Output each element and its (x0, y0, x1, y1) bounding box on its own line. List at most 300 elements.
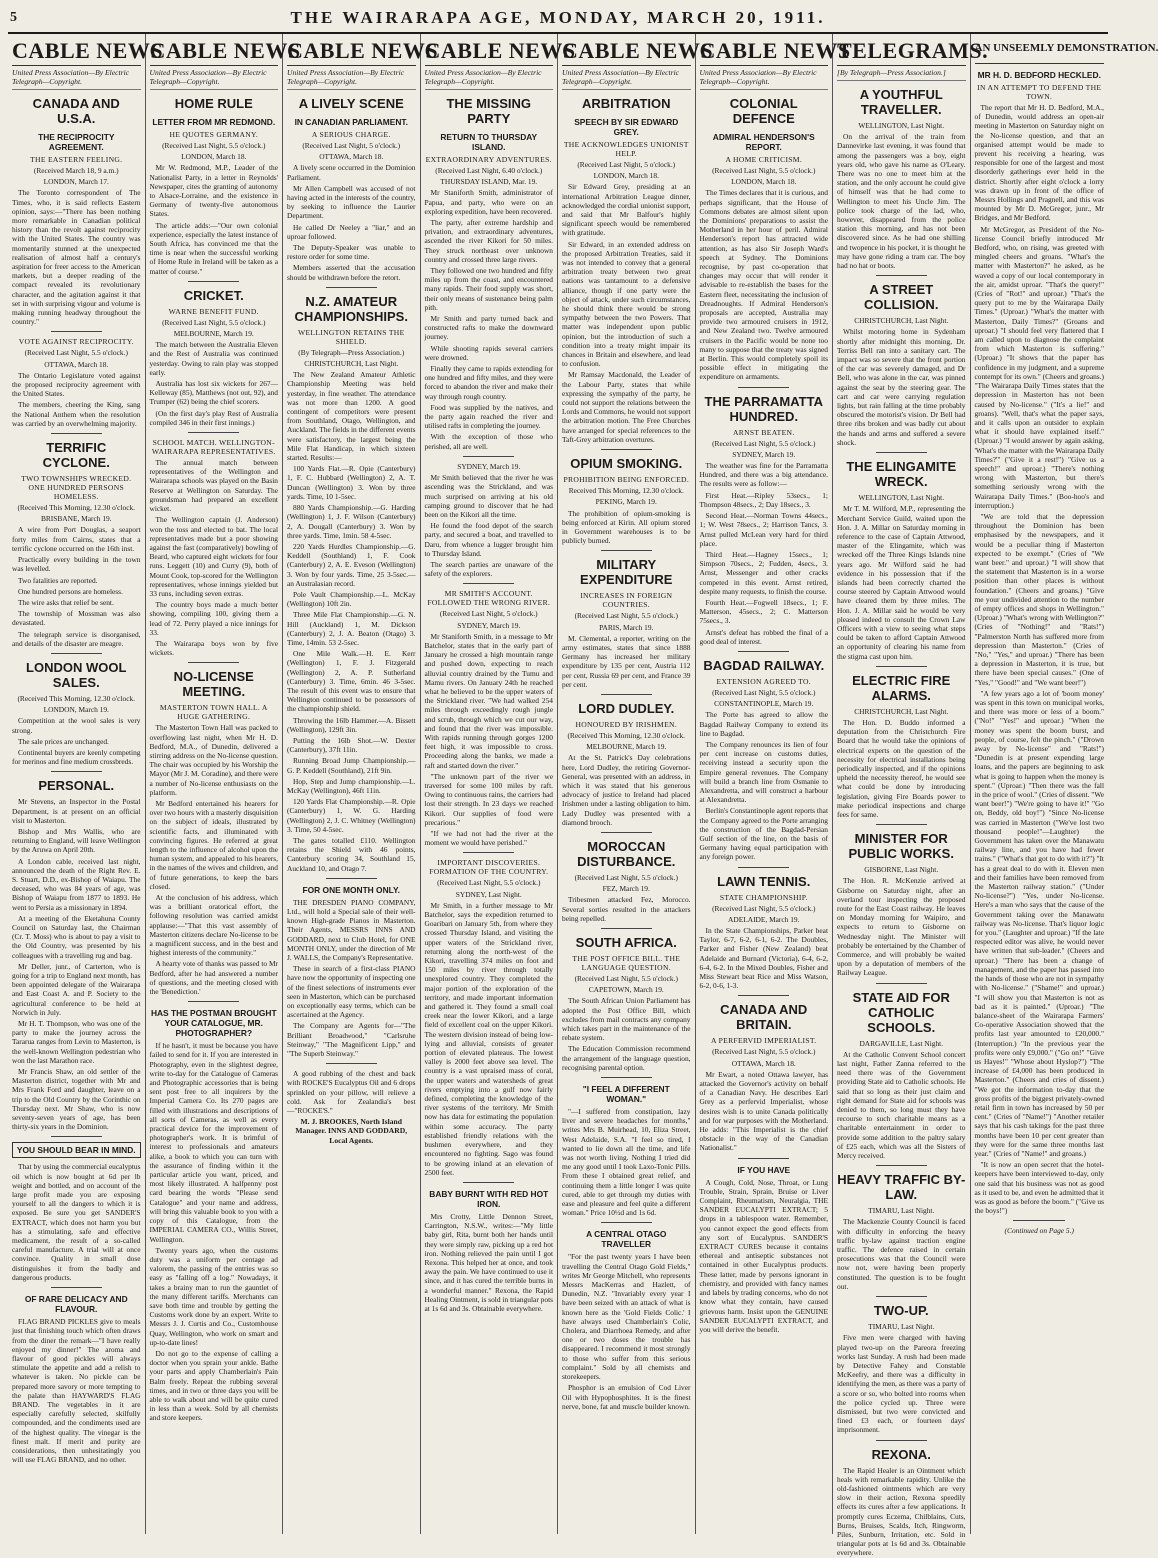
article-paragraph: The Hon. R. McKenzie arrived at Gisborne on Saturday night, after an overland tour inspecting the proposed route for the East Coast railway. He leaves on Monday morning for Waipiro, and expects to return to Gisborne on Wednesday night. The Minister will probably be entertained by the Chamber of Commerce, and will probably be waited upon by a deputation of members of the Railway League. (837, 876, 966, 978)
press-credit: [By Telegraph—Press Association.] (837, 68, 966, 81)
article-paragraph: Running Broad Jump Championship.—G. P. Keddell (Southland), 21ft 9in. (287, 756, 416, 775)
article-paragraph: "For the past twenty years I have been travelling the Central Otago Gold Fields," writes Mr George Mitchell, who represents Messrs MacKerras and Hazlett, of Dunedin, N.Z. "Invariably every year I have been seized with an attack of what is known here as the 'Gold Fields Colic.' I have always used Chamberlain's Colic, Cholera, and Diarrhoea Remedy, and after one or two doses the trouble has disappeared. I recommend it most strongly to those who suffer from this serious complaint." Sold by all chemists and storekeepers. (562, 1252, 691, 1382)
article-paragraph: "If we had not had the river at the moment we would have perished." (424, 829, 553, 848)
section-divider (738, 867, 789, 868)
press-credit: United Press Association—By Electric Telegraph—Copyright. (562, 68, 691, 90)
section-divider (876, 983, 927, 984)
article-paragraph: Mr Stevens, an Inspector in the Postal Department, is at present on an official visit to Masterton. (12, 797, 141, 825)
section-divider (326, 878, 377, 879)
article-paragraph: The Rapid Healer is an Ointment which heals with remarkable rapidity. Unlike the old-fashioned ointments which are very slow in their action, Rexona speedily effects its cures after a few applications. It promptly cures Eczema, Chilblains, Cuts, Burns, Bruises, Scalds, Itch, Ringworm, Piles, Sunburn, Irritation, etc. Sold in triangular pots at 1s 6d and 3s. Obtainable everywhere. (837, 1465, 966, 1558)
article-paragraph: Mr Smith believed that the river he was ascending was the Strickland, and was much surprised on arriving at his old camping ground to discover that he had been on the Kikori all the time. (424, 473, 553, 519)
section-divider (188, 662, 239, 663)
article-paragraph: First Heat.—Ripley 53secs., 1; Thompson 48secs., 2; Day 18secs., 3. (699, 490, 828, 509)
article-deck: WARNE BENEFIT FUND. (168, 306, 259, 316)
article-headline: SOUTH AFRICA. (575, 934, 677, 950)
article-paragraph: A wire from Port Douglas, a seaport forty miles from Cairns, states that a terrific cyclone occurred on the 16th inst. (12, 525, 141, 553)
article-paragraph: Pole Vault Championship.—L. McKay (Wellington) 10ft 2in. (287, 589, 416, 609)
article-subheadline: RETURN TO THURSDAY ISLAND. (440, 132, 538, 152)
column-banner: AN UNSEEMLY DEMONSTRATION. (975, 37, 1105, 64)
article-paragraph: The party, after extreme hardship and privation, and extraordinary adventures, ascended the river Kikori for 50 miles. They struck northeast over unknown country and crossed three large rivers. (424, 218, 553, 264)
article-paragraph: One Mile Walk.—H. E. Kerr (Wellington) 1, F. J. Fitzgerald (Wellington) 2, A. P. Sutherland (Canterbury) 3. Time, 6min. 46 3-5sec. The result of this event was to ensure that Wellington continued to be possessors of the championship shield. (287, 649, 416, 714)
article-headline: N.Z. AMATEUR CHAMPIONSHIPS. (294, 293, 408, 324)
article-subheadline: IF YOU HAVE (737, 1164, 791, 1175)
article-paragraph: A good rubbing of the chest and back with ROCKE'S Eucalyptus Oil and 6 drops sprinkled on your pillow, will relieve a cold. Ask for Zealandia's best—"ROCKE'S." (287, 1069, 416, 1116)
article-headline: ARBITRATION (581, 96, 671, 111)
article-dateline: TIMARU, Last Night. (868, 1322, 935, 1332)
received-time: (By Telegraph—Press Association.) (298, 347, 405, 357)
article-paragraph: These in search of a first-class PIANO have now the opportunity of inspecting one of the finest selections of instruments ever seen in Masterton, which can be purchased on exceptionally easy terms, which can be ascertained at the Agency. (287, 964, 416, 1020)
article-paragraph: The members, cheering the King, sang the National Anthem when the resolution was carried by an overwhelming majority. (12, 400, 141, 428)
received-time: (Received Last Night, 5.5 o'clock.) (162, 317, 266, 327)
article-paragraph: The Deputy-Speaker was unable to restore order for some time. (287, 243, 416, 262)
article-deck: HE QUOTES GERMANY. (169, 130, 259, 139)
article-dateline: MELBOURNE, March 19. (173, 329, 254, 339)
article-deck: A SERIOUS CHARGE. (311, 130, 391, 139)
article-dateline: BRISBANE, March 19. (40, 514, 112, 524)
article-deck: EXTRAORDINARY ADVENTURES. (425, 155, 552, 164)
article-paragraph: The Mackenzie County Council is faced with difficulty in enforcing the heavy traffic by-law against traction engine traffic. The defence raised in certain prosecutions was that the Council were now not, were having been properly constituted. The question is to be fought out. (837, 1217, 966, 1291)
received-time: (Received Last Night, 5.5 o'clock.) (162, 141, 266, 150)
article-paragraph: A Cough, Cold, Nose, Throat, or Lung Trouble, Strain, Sprain, Bruise or Liver Complaint, Rheumatism, Neuralgia, THE SANDER EUCALYPTI EXTRACT; 5 drops in a tablespoon water. Remember, you cannot expect the good effects from any sort of Eucalyptus. SANDER'S EXTRACT CURES because it contains ethereal and antiseptic substances not contained in other Eucalyptus products. These latter, made by persons ignorant in chemistry, and provided with fancy names and labels by trading concerns, who do not know what they contain, have caused grievous harm. Insist upon the GENUINE SANDER EUCALYPTI EXTRACT, and you will derive the benefit. (699, 1177, 828, 1334)
article-paragraph: He found the food depot of the search party, and secured a boat, and travelled to Daru, from whence a lugger brought him to Thursday Island. (424, 521, 553, 558)
article-paragraph: Practically every building in the town was levelled. (12, 555, 141, 574)
article-paragraph: The township of Mossman was also devastated. (12, 609, 141, 628)
received-time: (Received Last Night, 6.40 o'clock.) (435, 166, 543, 175)
article-headline: ELECTRIC FIRE ALARMS. (852, 672, 951, 703)
article-headline: HEAVY TRAFFIC BY-LAW. (837, 1172, 966, 1203)
received-time: (Received Last Night, 5.5 o'clock.) (712, 166, 816, 175)
article-paragraph: "—I suffered from constipation, lazy liver and severe headaches for months," writes Mrs B. Muirhead, 10, Eliza Street, West Adelaide, S.A. "I feel so tired, I wanted to lie down all the time, and life was not worth living. Nothing I tried did me any good until I took Laxo-Tonic Pills. From these I obtained great relief, and continuing them a little longer I was quite cured, able to get through my duties with ease and pleasure and feel quite a different woman." Price 10½d and 1s 6d. (562, 1107, 691, 1218)
article-paragraph: With the exception of those who perished, all are well. (424, 432, 553, 451)
article-paragraph: The annual match between representatives of the Wellington and Wairarapa schools was played on the Basin Reserve at Wellington on Saturday. The groundsman had prepared an excellent wicket. (149, 458, 278, 514)
article-paragraph: Phosphor is an emulsion of Cod Liver Oil with Hypophosphites. It is the finest nerve, bone, fat and muscle builder known. (562, 1383, 691, 1411)
article-headline: MINISTER FOR PUBLIC WORKS. (848, 831, 954, 862)
article-dateline: CHRISTCHURCH, Last Night. (304, 359, 399, 369)
article-paragraph: He called Dr Neeley a "liar," and an uproar followed. (287, 222, 416, 241)
received-time: (Received Last Night, 5.5 o'clock.) (712, 687, 816, 697)
article-headline: CRICKET. (183, 287, 244, 303)
article-dateline: LONDON, March 19. (43, 705, 109, 715)
article-dateline: WELLINGTON, Last Night. (858, 493, 945, 503)
section-divider (738, 1158, 789, 1159)
section-divider (876, 275, 927, 276)
column-8 (971, 34, 1158, 1534)
article-subheadline: HAS THE POSTMAN BROUGHT YOUR CATALOGUE, MR. PHOTOGRAPHER? (150, 1008, 277, 1039)
article-paragraph: Mr Allen Campbell was accused of not having acted in the interests of the country, by seeking to influence the Laurier Department. (287, 183, 416, 221)
article-paragraph: Mr Ewart, a noted Ottawa lawyer, has attacked the Governor's activity on behalf of a Canadian Navy. He describes Earl Grey as a perfervid Imperialist, whose desires wish is to unite Canada politically and for war purposes with the Motherland. He adds: "This Imperialist is the chief obstacle in the way of the Canadian Nationalist." (699, 1069, 828, 1153)
article-paragraph: Sir Edward, in an extended address on the proposed Arbitration Treaties, said it was not intended to convey that a general arbitration treaty between two great nations was tantamount to a defensive alliance, though if one party were the object of attack, under such circumstances, he should think there would be strong sympathy between the two Powers. That matter was independent upon public opinion, but the introduction of such a condition into a treaty might impair its chances in Britain and elsewhere, and lead to confusion. (562, 239, 691, 369)
article-subheadline: ADMIRAL HENDERSON'S REPORT. (712, 132, 815, 152)
received-time: (Received Last Night, 5 o'clock.) (577, 160, 676, 169)
article-deck: MASTERTON TOWN HALL. A HUGE GATHERING. (159, 703, 268, 722)
article-paragraph: 880 Yards Championship.—G. Harding (Wellington) 1, J. F. Wilson (Canterbury) 2, A. Dougall (Canterbury) 3. Won by three yards. Time, 1min. 58 4-5sec. (287, 503, 416, 540)
article-paragraph: "We are told that the depression throughout the Dominion has been emphasised by the newspapers, and it would be a peculiar thing if Masterton expected to be exempt." (Cries of "We want beer." and uproar.) "I will show that the statement that Masterton is in a worse position than other places is without foundation." (Cheers and groans.) "Give me your undivided attention to the number of empty offices and shops in Wellington." (Uproar.) "What's wrong with Wellington?" (Cries of "Nothing!" and "Rats!") "Palmerston North has suffered more from depression than Masterton." (Cries of "No," "Yes," and uproar.) "There has been a depression in Masterton, it is true, but there have been special causes." (One of "Yes," "Good!" and "We want beer!") (974, 511, 1104, 687)
received-time: (Received March 18, 9 a.m.) (33, 166, 119, 175)
column-banner: CABLE NEWS (562, 37, 691, 66)
article-paragraph: The Wellington captain (J. Anderson) won the toss and elected to bat. The local representatives made but a poor showing against the fast (comparatively) bowling of Beard, who captured eight wickets for four runs. Leggett (10) and Curry (9), both of Mount Cook, top-scored for the Wellington representatives, whose innings yielded but 33 runs, including seven extras. (149, 515, 278, 598)
article-paragraph: The Toronto correspondent of The Times, who, it is said reflects Eastern opinion, says:—"There has been nothing more remarkable in Canadian political history than the revolt against reciprocity with the United States. The country was momentarily stunned at the unexpected realisation of almost half a century's aspiration for freer access to the American markets, but a deeper reading of the compact revealed its revolutionary character, and the agitation against it that set in with surprising vigour and volume is making running headway throughout the country." (12, 188, 141, 327)
article-paragraph: If he hasn't, it must be because you have failed to send for it. If you are interested in Photography, even in the slightest degree, write to-day for the Catalogue of Cameras and Photographic accessories that is being sent post free to all inquirers by the Imperial Camera Co. Its 270 pages are filled with illustrations and descriptions of all sorts of Cameras, as well as every practical device for the improvement of photographer's work. It is brimful of interest to professionals and amateurs alike, a book to which you can turn with the assurance of finding within it the particular article you want, priced, and most likely illustrated. A halfpenny post card bearing the words "Please send Catalogue" and your name and address, will bring this valuable book to you with a copy of this Catalogue, from the IMPERIAL CAMERA CO., Willis Street, Wellington. (149, 1041, 278, 1244)
section-divider (51, 331, 102, 332)
article-subheadline: A CENTRAL OTAGO TRAVELLER (586, 1229, 667, 1250)
masthead-title: THE WAIRARAPA AGE, MONDAY, MARCH 20, 1911. (290, 8, 826, 27)
article-headline: STATE AID FOR CATHOLIC SCHOOLS. (852, 989, 950, 1035)
section-divider (601, 928, 652, 929)
article-subheadline: IN CANADIAN PARLIAMENT. (294, 117, 408, 127)
received-time: (Received Last Night, 5 o'clock.) (439, 609, 538, 619)
article-dateline: THURSDAY ISLAND, Mar. 19. (440, 177, 538, 187)
section-divider (463, 456, 514, 457)
article-paragraph: Food was supplied by the natives, and the party again reached the river and utilised rafts in completing the journey. (424, 402, 553, 431)
article-dateline: PEKING, March 19. (595, 497, 657, 507)
article-paragraph: The Company are Agents for—"The Brilliant Broadwood," "Carlsruhe Steinway," "The Magnificent Lipp," and "The Superb Steinway." (287, 1021, 416, 1059)
article-dateline: CAPETOWN, March 19. (588, 985, 664, 995)
received-time: (Received Last Night, 5.5 o'clock.) (712, 903, 816, 913)
article-paragraph: Mr Bedford entertained his hearers for over two hours with a masterly disquisition on the subject of ideals, illustrated by scientific facts, and illuminated with convincing figures. He referred at great length to the influence of alcohol upon the human system, and appealed to his hearers, in the names of the wives and children, and of future generations, to keep the bars closed. (149, 798, 278, 891)
article-paragraph: Mr Staniforth Smith, in a message to Mr Batchelor, states that in the early part of January he crossed a high mountain range and pushed down, expecting to reach alluvial country drained by the Tumu and Mamu rivers. On January 24th he reached what he believed to be the upper waters of the Strickland river. "We had walked 254 miles through exceedingly rough jungle and scrub, through which we cut our way, and found that the river was impossible. With rapids running through gorges 1200 feet high, it was impossible to cross. Proceeding along the banks, we made a raft and started down the river." (424, 631, 553, 770)
section-divider (51, 433, 102, 434)
article-subheadline: MR H. D. BEDFORD HECKLED. (977, 70, 1101, 80)
article-paragraph: Bishop and Mrs Wallis, who are returning to England, will leave Wellington by the Aruwa on April 20th. (12, 826, 141, 855)
article-paragraph: The country boys made a much better showing, compiling 100, giving them a lead of 72. Perry played a nice innings for 33. (149, 600, 278, 637)
article-dateline: SYDNEY, March 19. (457, 620, 521, 630)
received-time: (Received Last Night, 5.5 o'clock.) (712, 1047, 816, 1057)
article-paragraph: (On the first day's play Rest of Australia compiled 346 in their first innings.) (149, 408, 278, 427)
article-dateline: ADELAIDE, March 19. (728, 914, 800, 924)
article-paragraph: Three Mile Flat Championship.—G. N. Hill (Auckland) 1, M. Dickson (Canterbury) 2, J. A. Beaton (Otago) 3. Time, 14min. 53 2-5sec. (287, 610, 416, 647)
advert-heading-box: YOU SHOULD BEAR IN MIND. (12, 1142, 141, 1158)
press-credit: United Press Association—By Electric Telegraph—Copyright. (12, 68, 141, 90)
article-paragraph: The Times declares that it is curious, and perhaps significant, that the House of Commons debates are almost silent upon the Dominions' preparations to assist the Motherland in her hour of peril. Admiral Henderson's report has attracted wide attention, as has also Sir Joseph Ward's speech at Sydney. The Dominions recognise, by past co-operation that changes may occur that will render it advisable to re-establish the bases for the Eastern fleet, necessitating the inclusion of Dreadnoughts. If Admiral Henderson's proposals are accepted, Australia may provide two armoured cruisers in 1912, and New Zealand two. Twelve armoured cruisers in the Pacific would be none too many to suppose that the treaty was signed at Berlin. This would completely spoil its possible effect in mitigating the expenditure on armaments. (699, 188, 828, 382)
article-headline: CANADA AND BRITAIN. (720, 1002, 808, 1033)
article-paragraph: A London cable, received last night, announced the death of the Right Rev. E. S. Stuart, D.D., ex-Bishop of Waiapu. The deceased, who was 84 years of age, was Bishop of Waiapu from 1877 to 1893. He went to Persia as a missionary in 1894. (12, 856, 141, 912)
article-dateline: DARGAVILLE, Last Night. (859, 1038, 944, 1048)
article-paragraph: Berlin's Constantinople agent reports that the Company agreed to the Porte arranging the construction of the Bagdad-Persian Gulf section of the line, on the basis of Germany having equal participation with any foreign power. (699, 806, 828, 862)
article-dateline: GISBORNE, Last Night. (864, 865, 939, 875)
section-divider (601, 1077, 652, 1078)
article-paragraph: Fourth Heat.—Fogwell 18secs., 1; F. Matterson, 45secs., 2; C. Matterson 75secs., 3. (699, 597, 828, 626)
article-deck: ARNST BEATEN. (732, 427, 795, 437)
section-divider (51, 1287, 102, 1288)
column-6 (696, 34, 851, 1534)
section-divider (463, 583, 514, 584)
column-banner: CABLE NEWS (287, 37, 416, 66)
article-headline: PERSONAL. (38, 778, 115, 794)
article-paragraph: They followed one two hundred and fifty miles up from the coast, and encountered many rapids. Their food supply was short, their only means of sustenance being palm pith. (424, 266, 553, 312)
article-paragraph: Two fatalities are reported. (18, 575, 98, 585)
article-headline: HOME RULE (174, 96, 253, 111)
article-dateline: LONDON, March 18. (593, 171, 659, 181)
article-paragraph: Mrs Crotty, Little Dennon Street, Carrington, N.S.W., writes:—"My little baby girl, Rita, burnt both her hands until they were simply raw, picking up a red hot iron. Nothing relieved the pain until I got Rexona. This helped her at once, and took away the pain. We have continued to use it since, and it has cured the terrible burns in a wonderful manner." Rexona, the Rapid Healing Ointment, is sold in triangular pots at 1s 6d and 3s. Obtainable everywhere. (424, 1211, 553, 1313)
article-dateline: PARIS, March 19. (599, 622, 654, 632)
column-3 (283, 34, 439, 1534)
section-divider (188, 1001, 239, 1002)
section-divider (601, 1222, 652, 1223)
article-paragraph: The search parties are unaware of the safety of the explorers. (424, 559, 553, 579)
article-paragraph: The sale prices are unchanged. (18, 736, 109, 746)
article-paragraph: The prohibition of opium-smoking is being enforced at Kirin. All opium stored in Government warehouses is to be publicly burned. (562, 508, 691, 546)
article-deck: IMPORTANT DISCOVERIES. FORMATION OF THE COUNTRY. (429, 858, 549, 877)
article-dateline: CHRISTCHURCH, Last Night. (854, 316, 949, 326)
article-headline: TWO-UP. (873, 1303, 929, 1319)
article-headline: THE MISSING PARTY (446, 96, 531, 126)
column-banner: TELEGRAMS. (837, 37, 966, 66)
article-paragraph: Sir Edward Grey, presiding at an international Arbitration League dinner, acknowledged the cordial unionist support, and said that Mr Balfour's highly significant speech would be remembered with gratitude. (562, 182, 691, 238)
article-paragraph: Mr T. M. Wilford, M.P., representing the Merchant Service Guild, waited upon the Hon. J. A. Millar on Saturday morning in reference to the case of Captain Attwood, master of the Elingamite, which was wrecked off the Three Kings Islands nine years ago. Mr Wilford said he had evidence in his possession that if the islands had been correctly charted the course steered by Captain Attwood would have cleared them by three miles. The Hon. J. A. Millar said he would be very pleased indeed to consult the Crown Law Officers with a view to seeing what steps could be taken to afford Captain Attwood an opportunity of clearing his name from the stigma cast upon him. (837, 504, 966, 661)
article-dateline: SYDNEY, March 19. (457, 461, 521, 471)
article-paragraph: The gates totalled £110. Wellington retains the Shield with 46 points, Canterbury scoring 34, Southland 15, Auckland 10, and Otago 7. (287, 836, 416, 873)
article-headline: COLONIAL DEFENCE (729, 96, 798, 126)
article-paragraph: 120 Yards Flat Championship.—R. Opie (Canterbury) 1, W. G. Harding (Wellington) 2, J. C. Whitney (Wellington) 3. Time, 50 4-5sec. (287, 797, 416, 834)
section-divider (876, 1296, 927, 1297)
article-paragraph: Continental buyers are keenly competing for merinos and fine medium crossbreds. (12, 747, 141, 767)
article-deck: HONOURED BY IRISHMEN. (575, 719, 678, 729)
section-divider (51, 771, 102, 772)
column-banner: CABLE NEWS (700, 37, 829, 66)
continued-notice: (Continued on Page 5.) (1004, 1226, 1074, 1236)
article-paragraph: The New Zealand Amateur Athletic Championship Meeting was held yesterday, in fine weather. The attendance was not more than 1200. A good contingent of competitors were present from Southland, Otago, Wellington, and Auckland. The fields in the different events were satisfactory, the largest being the Mile Flat Handicap, in which sixteen started. Results:— (287, 370, 416, 463)
article-deck: MR SMITH'S ACCOUNT. FOLLOWED THE WRONG RIVER. (427, 589, 551, 608)
article-paragraph: Twenty years ago, when the customs duty was a uniform per centage ad valorem, the passing of the entries was so easy as "falling off a log." Nowadays, it takes a brainy man to run the gauntlet of the many different tariffs. Merchants can save both time and trouble by getting the Customs work done by an expert. Write to Messrs J. J. Curtis and Co., Customhouse Quay, Wellington, who work on smart and up-to-date lines! (149, 1245, 278, 1347)
article-dateline: OTTAWA, March 18. (319, 152, 384, 162)
section-divider (326, 1063, 377, 1064)
section-divider (738, 995, 789, 996)
article-headline: OPIUM SMOKING. (570, 456, 683, 472)
received-time: (Received This Morning, 12.30 o'clock. (17, 503, 136, 513)
article-paragraph: That by using the commercial eucalyptus oil which is now bought at 6d per lb weight and bottled, and on account of the large profit made you are exposing yourself to all the dangers to which it is exposed. Be sure you get SANDER'S EXTRACT, which does not harm you but has a stimulating, safe and effective medicament, the result of a so-called careful manufacture. A trial will at once convince. Quality in small dose distinguishes it from the badly and dangerous products. (12, 1162, 141, 1282)
article-paragraph: At the Catholic Convent School concert last night, Father Zanna referred to the need there was of the Government providing State aid to Catholic schools. He said that so long as their just claim and right demand for State aid for schools was denied to them, so long must they have recourse to such charitable means as a charitable entertainment in order to provide some addition to the paltry salary of £25 each, which was all the Sisters of Mercy received. (837, 1049, 966, 1161)
article-headline: TERRIFIC CYCLONE. (42, 440, 110, 471)
article-paragraph: The Masterton Town Hall was packed to overflowing last night, when Mr H. D. Bedford, M.A., of Dunedin, delivered a stirring address on the No-license question. The chair was occupied by his Worship the Mayor (Mr J. M. Coradine), and there were a number of No-license enthusiasts on the platform. (149, 723, 278, 797)
article-paragraph: The South African Union Parliament has adopted the Post Office Bill, which excludes from mail contracts any company which takes part in the maintenance of the rebate system. (562, 996, 691, 1043)
article-paragraph: Arnst's defeat has robbed the final of a good deal of interest. (699, 627, 828, 646)
article-headline: THE ELINGAMITE WRECK. (846, 459, 957, 490)
article-paragraph: Putting the 16lb Shot.—W. Dexter (Canterbury), 37ft 11in. (287, 735, 416, 755)
article-paragraph: In the State Championships, Parker beat Taylor, 6-7, 6-2, 6-1, 6-2. The Doubles, Parker and Fisher (New Zealand) beat Adelaide and Burnard (Victoria), 6-4, 6-2, 6-4, 6-2. In the Mixed Doubles, Fisher and Miss Stewart beat Rice and Miss Watson, 6-2, 0-6, 1-3. (699, 926, 828, 991)
article-headline: A YOUTHFUL TRAVELLER. (859, 87, 943, 117)
article-subheadline: FOR ONE MONTH ONLY. (302, 884, 400, 895)
section-divider (51, 653, 102, 654)
article-paragraph: While shooting rapids several carriers were drowned. (424, 343, 553, 362)
article-paragraph: Tribesmen attacked Fez, Morocco. Several sorties resulted in the attackers being repelled. (562, 895, 691, 923)
article-deck: THE POST OFFICE BILL. THE LANGUAGE QUESTION. (572, 953, 681, 972)
column-2 (146, 34, 301, 1534)
article-subheadline: SPEECH BY SIR EDWARD GREY. (574, 117, 679, 137)
article-paragraph: The Ontario Legislature voted against the proposed reciprocity agreement with the United States. (12, 370, 141, 399)
article-headline: MOROCCAN DISTURBANCE. (577, 838, 676, 869)
article-deck: THE ACKNOWLEDGES UNIONIST HELP. (563, 140, 689, 158)
article-paragraph: Australia has lost six wickets for 267—Kelleway (85), Matthews (not out, 92), and Trumper (62) being the chief scorers. (149, 379, 278, 407)
section-divider (601, 550, 652, 551)
article-paragraph: At the St. Patrick's Day celebrations here, Lord Dudley, the retiring Governor-General, was presented with an address, in which it was stated that his generous advocacy of justice to Ireland had placed Irishmen under a lasting obligation to him. Lady Dudley was presented with a diamond brooch. (562, 753, 691, 827)
article-paragraph: At a meeting of the Eketahuna County Council on Saturday last, the Chairman (Cr. T. Moss) who is about to pay a visit to the Old Country, was presented by his colleagues with a travelling rug and bag. (12, 913, 141, 960)
article-paragraph: The Company renounces its lien of four per cent increase on customs duties, receiving instead a security upon the Empire general revenues. The Company will build a branch line from Osmanie to Alexandretta, and will construct a harbour at Alexandretta. (699, 739, 828, 805)
section-divider (188, 432, 239, 433)
article-paragraph: Hop, Step and Jump championship.—L. McKay (Wellington), 46ft 11in. (287, 776, 416, 795)
article-paragraph: The Education Commission recommend the arrangement of the language question, recognising parental option. (562, 1044, 691, 1072)
section-divider (188, 281, 239, 282)
page-number: 5 (10, 10, 18, 25)
article-paragraph: Mr Deller, junr., of Carterton, who is going for a trip to England next month, has been appointed delegate of the Wairarapa and East Coast A. and P. Society to the agricultural conference to be held at Norwich in July. (12, 961, 141, 1017)
article-dateline: OTTAWA, March 18. (731, 1058, 796, 1068)
article-headline: A STREET COLLISION. (864, 282, 939, 313)
article-paragraph: Mr W. Redmond, M.P., Leader of the Nationalist Party, in a letter in Reynolds' Newspaper, cites the granting of autonomy to Alsace-Lorraine, and the existence in Germany of twenty-five autonomous States. (149, 163, 278, 219)
section-divider (876, 824, 927, 825)
press-credit: United Press Association—By Electric Telegraph—Copyright. (287, 68, 416, 90)
article-subheadline: THE RECIPROCITY AGREEMENT. (38, 132, 115, 152)
article-deck: IN AN ATTEMPT TO DEFEND THE TOWN. (977, 83, 1102, 101)
article-paragraph: The article adds:—"Our own colonial experience, especially the latest instance of South Africa, has convinced me that the time is near when the successful working of Home Rule in Ireland will be taken as a matter of course." (149, 220, 278, 276)
article-dateline: OTTAWA, March 18. (44, 359, 109, 369)
article-dateline: WELLINGTON, Last Night. (858, 121, 945, 130)
section-divider (876, 1440, 927, 1441)
article-paragraph: THE DRESDEN PIANO COMPANY, Ltd., will hold a Special sale of their well-known High-grade Pianos in Masterton. Their Agents, MESSRS INNS AND GODDARD, next to Club Hotel, for ONE MONTH ONLY, under the direction of Mr J. WALLS, the Company's Representative. (287, 897, 416, 963)
article-paragraph: Mr H. T. Thompson, who was one of the party to make the journey across the Tararua ranges from Levin to Masterton, is the well-known Wellington pedestrian who won the last Marathon race. (12, 1019, 141, 1065)
article-dateline: LONDON, March 18. (181, 152, 247, 162)
article-paragraph: The Wairarapa boys won by five wickets. (149, 638, 278, 658)
section-divider (601, 449, 652, 450)
article-paragraph: Competition at the wool sales is very strong. (12, 716, 141, 735)
article-dateline: MELBOURNE, March 19. (586, 742, 667, 752)
article-dateline: FEZ, March 19. (602, 884, 650, 894)
received-time: (Received Last Night, 5.5 o'clock.) (712, 438, 816, 448)
article-deck: STATE CHAMPIONSHIP. (719, 892, 808, 902)
column-banner: CABLE NEWS (425, 37, 554, 66)
article-paragraph: 100 Yards Flat.—R. Opie (Canterbury) 1, F. C. Hubbard (Wellington) 2, A. T. Duncan (Wellington) 3. Won by three yards. Time, 10 1-5sec. (287, 464, 416, 501)
column-1 (8, 34, 164, 1534)
section-divider (876, 666, 927, 667)
article-deck: VOTE AGAINST RECIPROCITY. (18, 337, 134, 347)
article-headline: LONDON WOOL SALES. (26, 659, 127, 690)
columns-container (8, 34, 1158, 1558)
article-paragraph: The report that Mr H. D. Bedford, M.A., of Dunedin, would address an open-air meeting in Masterton on Saturday night on the No-license question, and that an organised attempt would be made to prevent his receiving a hearing, was responsible for one of the largest and most disorderly gatherings ever held in the district. Shortly after eight o'clock a lorry was drawn up in front of the office of Messrs Hollings and Pragnell, and this was mounted by Mr D. McGregor, junr., Mr Bridges, and Mr Bedford. (974, 103, 1104, 223)
received-time: (Received This Morning, 12.30 o'clock. (17, 693, 136, 703)
article-paragraph: "The unknown part of the river we traversed for some 100 miles by raft. Owing to continuous rains, the carriers had lost their strength. In 23 days we reached Kikori. Our supplies of food were precarious." (424, 771, 553, 827)
article-dateline: TIMARU, Last Night. (868, 1206, 935, 1216)
article-paragraph: The Porte has agreed to allow the Bagdad Railway Company to extend its line to Bagdad. (699, 710, 828, 738)
article-deck: INCREASES IN FOREIGN COUNTRIES. (580, 591, 673, 610)
article-paragraph: Mr Ramsay Macdonald, the Leader of the Labour Party, states that while expressing the sympathy of the party, he could not support the relations between the Lords and Commons, he would not support the arbitration motion. The Free Churches have arranged for special references to the Taft-Grey arbitration overtures. (562, 370, 691, 444)
article-headline: BAGDAD RAILWAY. (703, 657, 825, 673)
article-paragraph: 220 Yards Hurdles Championship.—G. Keddell (Southland) 1, F. Cook (Canterbury) 2, A. E. Eveson (Wellington) 3. Won by four yards. Time, 25 3-5sec.—an Australasian record. (287, 541, 416, 588)
article-headline: LAWN TENNIS. (717, 873, 811, 889)
press-credit: United Press Association—By Electric Telegraph—Copyright. (700, 68, 829, 90)
section-divider (876, 452, 927, 453)
article-dateline: LONDON, March 17. (43, 177, 109, 187)
section-divider (876, 1165, 927, 1166)
article-headline: A LIVELY SCENE (298, 96, 404, 111)
section-divider (463, 852, 514, 853)
article-paragraph: At the conclusion of his address, which was a brilliant oratorical effort, the following resolution was carried amidst applause:—"That this vast assembly of Masterton citizens declare No-license to be a magnificent success, and in the best and highest interests of the community." (149, 893, 278, 958)
press-credit: United Press Association—By Electric Telegraph—Copyright. (425, 68, 554, 90)
column-5 (558, 34, 714, 1534)
article-paragraph: Mr Francis Shaw, an old settler of the Masterton district, together with Mr and Mrs Frank Ford and daughter, leave on a trip to the Old Country by the Corinthic on Thursday next. Mr Shaw, who is now seventy-seven years of age, has been thirty-six years in the Dominion. (12, 1067, 141, 1132)
received-time: (Received Last Night, 5.5 o'clock.) (574, 872, 678, 882)
article-dateline: CONSTANTINOPLE, March 19. (714, 699, 814, 709)
section-divider (463, 1182, 514, 1183)
section-divider (738, 387, 789, 388)
article-subheadline: LETTER FROM MR REDMOND. (152, 117, 276, 127)
article-paragraph: The weather was fine for the Parramatta Hundred, and there was a big attendance. The results were as follow:— (699, 461, 828, 489)
article-deck: A HOME CRITICISM. (725, 155, 803, 164)
article-paragraph: Mr Staniforth Smith, administrator of Papua, and party, who were on an exploring expedition, have been recovered. (424, 188, 553, 216)
article-subheadline: "I FEEL A DIFFERENT WOMAN." (582, 1084, 670, 1105)
article-paragraph: On the arrival of the train from Dannevirke last evening, it was found that among the passengers was a boy, eight years old, who gave his name as O'Leary. There was no one to meet him at the station, and the only account he could give of himself was that he had come to Wellington to meet his Uncle Jim. The police took charge of the lad, who, however, disappeared from the police station this morning, and has not been discovered since. As he had one shilling and twopence in his pocket, it is thought he may have gone riding a tram car. The boy had no hat or boots. (837, 132, 966, 271)
section-divider (1013, 1220, 1065, 1221)
article-deck: A PERFERVID IMPERIALIST. (711, 1036, 817, 1046)
article-paragraph: Mr Smith and party turned back and constructed rafts to make the downward journey. (424, 314, 553, 342)
article-deck: SCHOOL MATCH. WELLINGTON-WAIRARAPA REPRESENTATIVES. (151, 438, 276, 457)
article-paragraph: Finally they came to rapids extending for one hundred and fifty miles, and they were forced to abandon the river and make their way through rough country. (424, 364, 553, 401)
article-deck: PROHIBITION BEING ENFORCED. (563, 475, 690, 485)
received-time: (Received Last Night, 5 o'clock.) (302, 141, 401, 150)
article-headline: THE PARRAMATTA HUNDRED. (704, 393, 823, 424)
article-dateline: SYDNEY, March 19. (732, 449, 796, 459)
article-paragraph: FLAG BRAND PICKLES give to meals just that finishing touch which often draws from the diner the remark—"I have really enjoyed my dinner!" The aroma and flavour of good pickles will always stimulate the appetite and add a relish to whatever is taken. No pickle can be prepared more savory or more tempting to the palate than HAYWARD'S FLAG BRAND. The vegetables in it are especially carefully selected, skilfully compounded, and the condiments used are of the highest quality. The vinegar is the finest malt. If merit and purity are considerations, then unhesitatingly you will use FLAG BRAND, and no other. (12, 1317, 141, 1465)
received-time: Received This Morning, 12.30 o'clock. (568, 486, 684, 496)
article-headline: LORD DUDLEY. (578, 700, 675, 716)
article-paragraph: M. Clemental, a reporter, writing on the army estimates, states that since 1888 Germany has increased her military expenditure by 135 per cent, Austria 112 per cent, Russia 69 per cent, and France 39 per cent. (562, 633, 691, 689)
received-time: (Received Last Night, 5.5 o'clock.) (574, 611, 678, 621)
article-headline: CANADA AND U.S.A. (32, 96, 120, 126)
article-paragraph: A lively scene occurred in the Dominion Parliament. (287, 163, 416, 182)
article-paragraph: The match between the Australia Eleven and the Rest of Australia was continued yesterday. Owing to rain play was stopped early. (149, 340, 278, 377)
article-dateline: SYDNEY, Last Night. (455, 889, 522, 899)
article-paragraph: "It is now an open secret that the hotel-keepers have been interviewed to-day, only one said that his business was not as good as it used to be, and even he admitted that it was as good as before the boom." ("Give us the boys!") (974, 1160, 1105, 1216)
article-paragraph: Second Heat.—Norman Towns 44secs., 1; W. West 78secs., 2; Harrison Tancs, 3. Arnst pulled McLean very hard for third place. (699, 511, 828, 548)
article-dateline: CHRISTCHURCH, Last Night. (854, 706, 949, 716)
article-deck: THE EASTERN FEELING. (30, 155, 123, 164)
article-paragraph: A hearty vote of thanks was passed to Mr Bedford, after he had answered a number of questions, and the meeting closed with the 'Benediction.' (149, 959, 278, 997)
section-divider (601, 694, 652, 695)
article-headline: MILITARY EXPENDITURE (580, 557, 673, 588)
article-paragraph: Mr McGregor, as President of the No-license Council briefly introduced Mr Bedford, who, on rising, was greeted with mingled cheers and groans. "What's the matter with Masterton?" he asked, as he waved a copy of our local contemporary in the air, amidst uproar. "That's the query!" (Cries of "Rot!" and uproar.) "That's the query put to me by the Wairarapa Daily Times." (Uproar.) "What's the matter with Masterton, Daily Times?" (Groans and uproar.) "I should feel very flattered that I am called upon to diagnose the complaint from which Masterton is suffering." (Uproar.) "It shows that the paper has confidence in my judgment, and a supreme contempt for its own." (Cheers and groans.) "The Wairarapa Daily Times states that the depression in Masterton has not been caused by No-license." ("It's a lie!" and groans). "Well, that's what the paper says, and it calls upon an outsider to explain what it should have explained itself." (Uproar.) "I would answer by again asking, 'What's the matter with the Wairarapa Daily Times?'" ("Give it a rest!") "Give us a speech!" and uproar.) "There's nothing wrong with Masterton, but there's something seriously wrong with the Wairarapa Daily Times." (Boo-hoo's and interruption.) (974, 224, 1104, 510)
article-dateline: LONDON, March 18. (731, 177, 797, 187)
section-divider (51, 1136, 102, 1137)
article-headline: NO-LICENSE MEETING. (173, 669, 254, 700)
article-headline: REXONA. (871, 1446, 931, 1462)
section-divider (601, 832, 652, 833)
column-banner: CABLE NEWS (12, 37, 141, 66)
article-paragraph: Do not go to the expense of calling a doctor when you sprain your ankle. Bathe your parts and apply Chamberlain's Pain Balm freely. Repeat the rubbing several times, and in two or three days you will be able to walk about and will be quite cured in less than a week. Sold by all chemists and store keepers. (149, 1348, 278, 1423)
article-paragraph: Third Heat.—Hagney 15secs., 1; Simpson 70secs., 2; Fudden, 4secs., 3. Arnst, Messenger and other cracks competed in this event. Arnst retired, despite many requests, to finish the course. (699, 549, 828, 596)
article-paragraph: Throwing the 16lb Hammer.—A. Bissett (Wellington), 129ft 3in. (287, 715, 416, 734)
received-time: (Received This Morning, 12.30 o'clock. (567, 730, 686, 740)
received-time: (Received Last Night, 5.5 o'clock.) (437, 878, 541, 888)
press-credit: United Press Association—By Electric Telegraph—Copyright. (150, 68, 279, 90)
masthead (8, 4, 1108, 34)
section-divider (326, 287, 377, 288)
article-deck: WELLINGTON RETAINS THE SHIELD. (297, 327, 405, 346)
column-4 (421, 34, 576, 1534)
article-paragraph: One hundred persons are homeless. (18, 586, 123, 596)
article-paragraph: The telegraph service is disorganised, and details of the disaster are meagre. (12, 629, 141, 648)
article-paragraph: Members asserted that the accusation should be withdrawn before the retort. (287, 263, 416, 282)
article-subheadline: OF RARE DELICACY AND FLAVOUR. (24, 1294, 128, 1315)
article-paragraph: The Hon. D. Buddo informed a deputation from the Christchurch Fire Board that he would take the opinions of electrical experts on the question of the necessity for electrical installations being periodically inspected, and if the opinions upheld the necessity thereof, he would see what could be done by introducing legislation, giving Fire Boards power to make periodical inspections and charge fees for same. (837, 717, 966, 819)
article-paragraph: Five men were charged with having played two-up on the Pareora freezing works last Sunday. A rush had been made by Detective Fahey and Constable McKeefry, and there was a difficulty in identifying the men, as there was a party of a score or so, who bolted into rooms when the police cycled up. Three were dismissed, but two were convicted and fined £3 each, or fourteen days' imprisonment. (837, 1333, 966, 1435)
article-subheadline: BABY BURNT WITH RED HOT IRON. (429, 1188, 549, 1209)
advert-signature: M. J. BROOKES, North Island Manager. INNS AND GODDARD, Local Agents. (295, 1117, 408, 1145)
article-deck: TWO TOWNSHIPS WRECKED. ONE HUNDRED PERSONS HOMELESS. (21, 474, 132, 502)
article-deck: EXTENSION AGREED TO. (716, 676, 812, 686)
received-time: (Received Last Night, 5.5 o'clock.) (24, 348, 128, 358)
article-paragraph: The wire asks that relief be sent. (18, 597, 114, 607)
column-7 (833, 34, 989, 1558)
column-banner: CABLE NEWS (150, 37, 279, 66)
article-paragraph: Whilst motoring home in Sydenham shortly after midnight this morning, Dr. Terriss Bell ran into a sanitary cart. The impact was so severe that the front portion of the car was severely damaged, and Dr Bell, who was alone in the car, was pinned against the seat by the steering gear. The cart and car were carrying regulation lights, but rain falling at the time probably obscured the motorist's vision. Dr Bell had three ribs broken and was badly cut about the hands and arms and suffered a severe shock. (837, 327, 966, 447)
article-paragraph: "A few years ago a lot of 'boom money' was spent in this town on municipal works, and there was more or less of a boom." ("No!" "Yes!" and uproar.) "When the money was spent the boom burst, and people, of course, felt the pinch." ("Drown away by No-license" and "Rats!") "Dunedin is at present expending large loans, and the papers are beginning to ask what is going to happen when the money is spent." (Uproar.) "Then there was the fall in the price of wool." (Cries of dissent. "We want beer!") "We're going to have it!" "Go on, Beddy, old boy!") "Since No-license was carried in Masterton ("We've lost two thousand people!"—Laughter) the Government has taken over the Manawatu railway line, and you have had fewer trains." ("What's that got to do with it?") "It has a great deal to do with it. Eleven men and their families have been removed from the Masterton railway station." ("Under No-license?") "Yes, under No-license. Here's a man who says that the cause of the Government taking over the Manawatu railway was No-license. That's liquor logic for you." (Laughter and uproar.) "If the late respected editor was alive, he would never have written that sub-leader." (Cheers and uproar.) "There has been a change of management, and the paper has passed into the hands of those who are not in sympathy with No-license." ("Shame!" and uproar.) "I will show you that Masterton is not as bad as it is painted." (Uproar.) "The balance-sheet of the Wairarapa Farmers' Co-operative Association showed that the profits last year amounted to £20,000." (Interruption.) "In the previous year the profits were only £9,000." ("Go on!" "Give us Hayes!" "Whose about Hyslop?") "The increase of £4,000 has been produced in Masterton." (Cheers and cries of dissent.) "We got the information to-day that the gross profits of the biggest privately-owned retail firm in town has increased by 50 per cent." (Cries of "Name!") "Another retailer says that his cash takings for the past three months have been 10 per cent greater than they were for the same three months last year." (Cries of "Name!" and groans.) (974, 688, 1104, 1158)
